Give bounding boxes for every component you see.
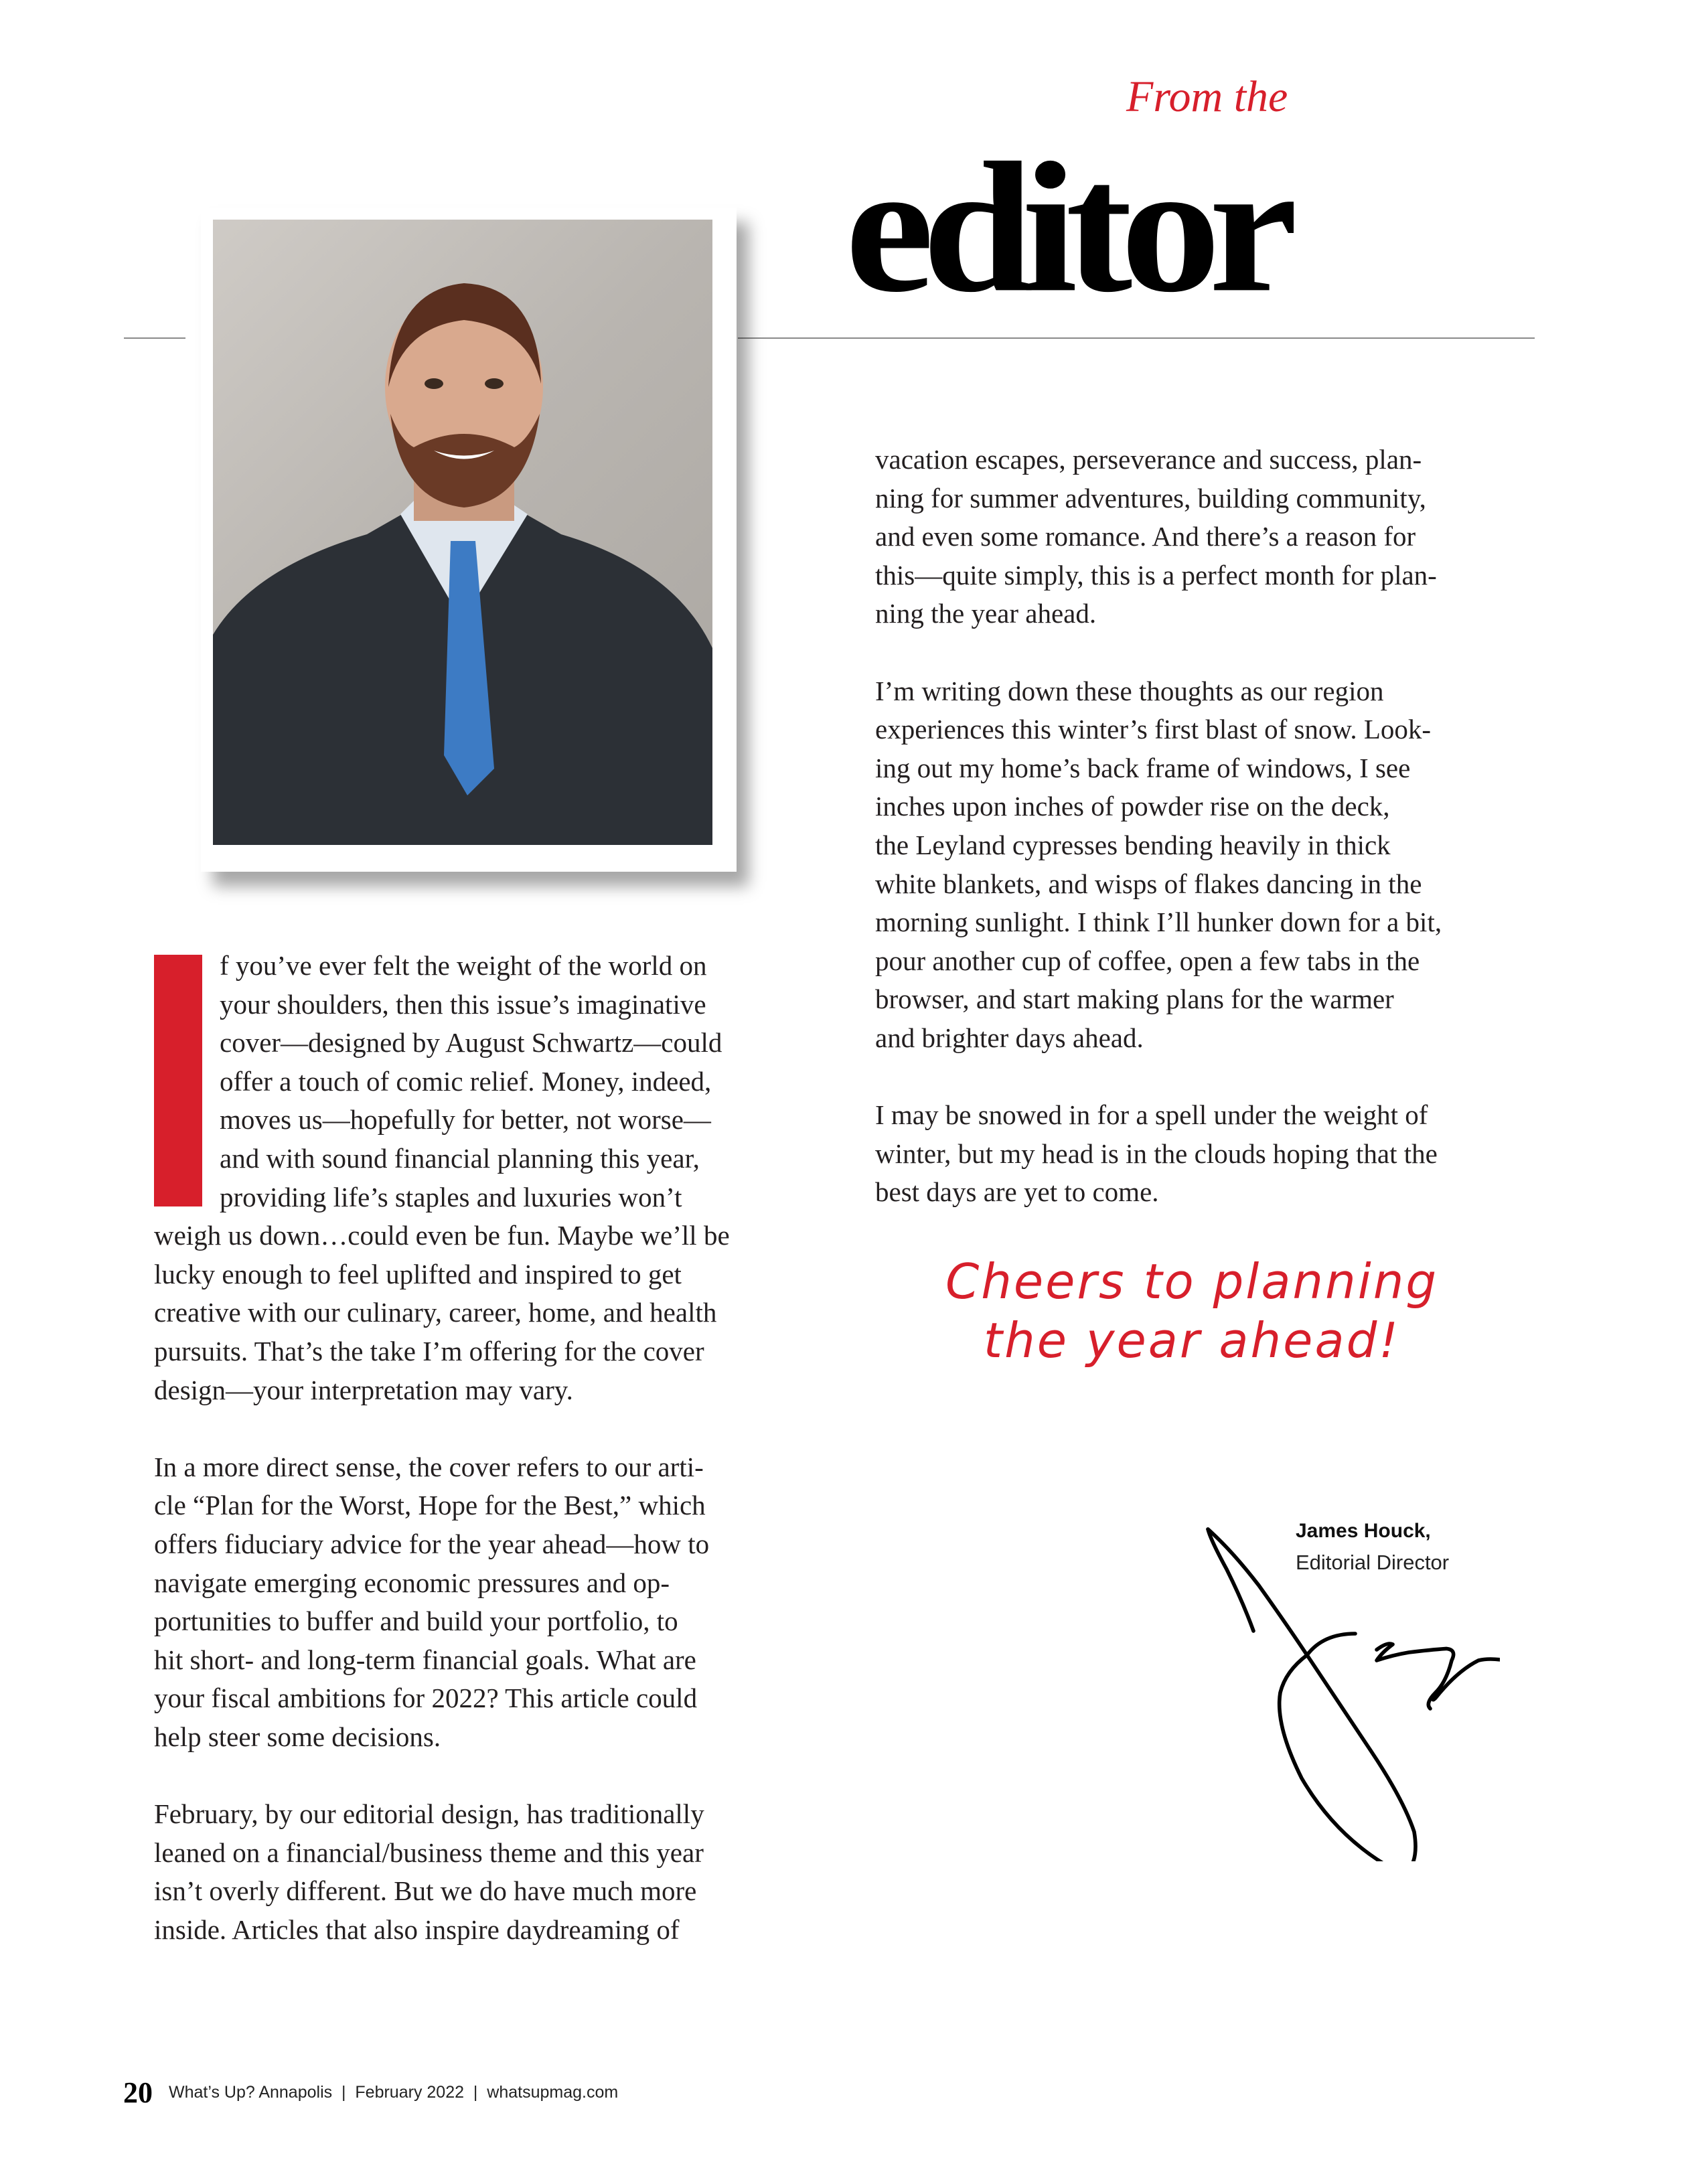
header-rule-right [738,337,1535,339]
page-title: editor [845,124,1286,331]
text-line: leaned on a financial/business theme and this year [154,1837,704,1868]
text-line: winter, but my head is in the clouds hoping that the [875,1138,1438,1169]
text-line: isn’t overly different. But we do have much more [154,1875,697,1907]
text-line: I may be snowed in for a spell under the weight of [875,1099,1428,1131]
text-line: I’m writing down these thoughts as our region [875,675,1384,706]
text-line: offer a touch of comic relief. Money, indeed, [220,1065,712,1097]
editor-title: Editorial Director [1296,1551,1450,1574]
left-column [154,947,730,1949]
paragraph-1 [154,947,730,1409]
text-line: your fiscal ambitions for 2022? This article could [154,1683,698,1714]
page-kicker: From the [1126,72,1288,121]
text-line: the Leyland cypresses bending heavily in thick [875,829,1391,860]
text-line: moves us—hopefully for better, not worse— [220,1104,711,1136]
text-line: design—your interpretation may vary. [154,1374,573,1405]
portrait-illustration [213,220,712,845]
paragraph-3 [154,1795,730,1949]
text-line: providing life’s staples and luxuries won’t [220,1181,682,1213]
text-line: best days are yet to come. [875,1176,1159,1208]
page-number: 20 [123,2076,153,2109]
text-line: hit short- and long-term financial goals. What are [154,1644,696,1675]
text-line: morning sunlight. I think I’ll hunker down for a bit, [875,907,1442,938]
text-line: weigh us down…could even be fun. Maybe we’ll be [154,1220,730,1251]
closing-pull-quote [924,1252,1460,1370]
text-line: white blankets, and wisps of flakes dancing in the [875,868,1422,899]
text-line: navigate emerging economic pressures and op- [154,1567,670,1598]
text-line: and even some romance. And there’s a reason for [875,521,1416,552]
paragraph-4 [875,441,1442,633]
text-line: offers fiduciary advice for the year ahead—how to [154,1528,710,1559]
closing-line: Cheers to planning [945,1253,1439,1310]
text-line: ing out my home’s back frame of windows, I see [875,752,1411,783]
header-rule-left [124,337,185,339]
paragraph-6 [875,1096,1442,1212]
drop-cap: I [154,955,202,1206]
paragraph-2 [154,1448,730,1757]
text-line: your shoulders, then this issue’s imaginative [220,988,706,1020]
text-line: pursuits. That’s the take I’m offering for the cover [154,1335,704,1367]
text-line: ning for summer adventures, building community, [875,482,1426,514]
closing-line: the year ahead! [983,1312,1401,1369]
text-line: cle “Plan for the Worst, Hope for the Best,” which [154,1490,706,1521]
text-line: experiences this winter’s first blast of snow. Look- [875,714,1432,745]
right-column [875,441,1442,1212]
text-line: this—quite simply, this is a perfect month for plan- [875,559,1437,591]
text-line: creative with our culinary, career, home, and health [154,1297,717,1328]
text-line: pour another cup of coffee, open a few tabs in the [875,945,1420,976]
text-line: ning the year ahead. [875,598,1097,629]
text-line: inches upon inches of powder rise on the deck, [875,791,1390,822]
text-line: In a more direct sense, the cover refers to our arti- [154,1451,704,1482]
text-line: lucky enough to feel uplifted and inspired to get [154,1258,682,1290]
footer-folio: What’s Up? Annapolis | February 2022 | whatsupmag.com [169,2083,619,2102]
text-line: vacation escapes, perseverance and success, plan- [875,444,1422,475]
text-line: and brighter days ahead. [875,1022,1144,1053]
text-line: portunities to buffer and build your portfolio, to [154,1606,678,1637]
text-line: cover—designed by August Schwartz—could [220,1027,722,1059]
text-line: February, by our editorial design, has traditionally [154,1798,704,1830]
text-line: browser, and start making plans for the warmer [875,984,1394,1015]
text-line: and with sound financial planning this year, [220,1142,700,1174]
paragraph-5 [875,672,1442,1058]
editor-portrait-photo [213,220,712,845]
text-line: help steer some decisions. [154,1721,441,1752]
text-line: inside. Articles that also inspire daydreaming of [154,1914,680,1945]
text-line: f you’ve ever felt the weight of the world on [220,950,707,981]
editor-name: James Houck, [1296,1520,1431,1542]
